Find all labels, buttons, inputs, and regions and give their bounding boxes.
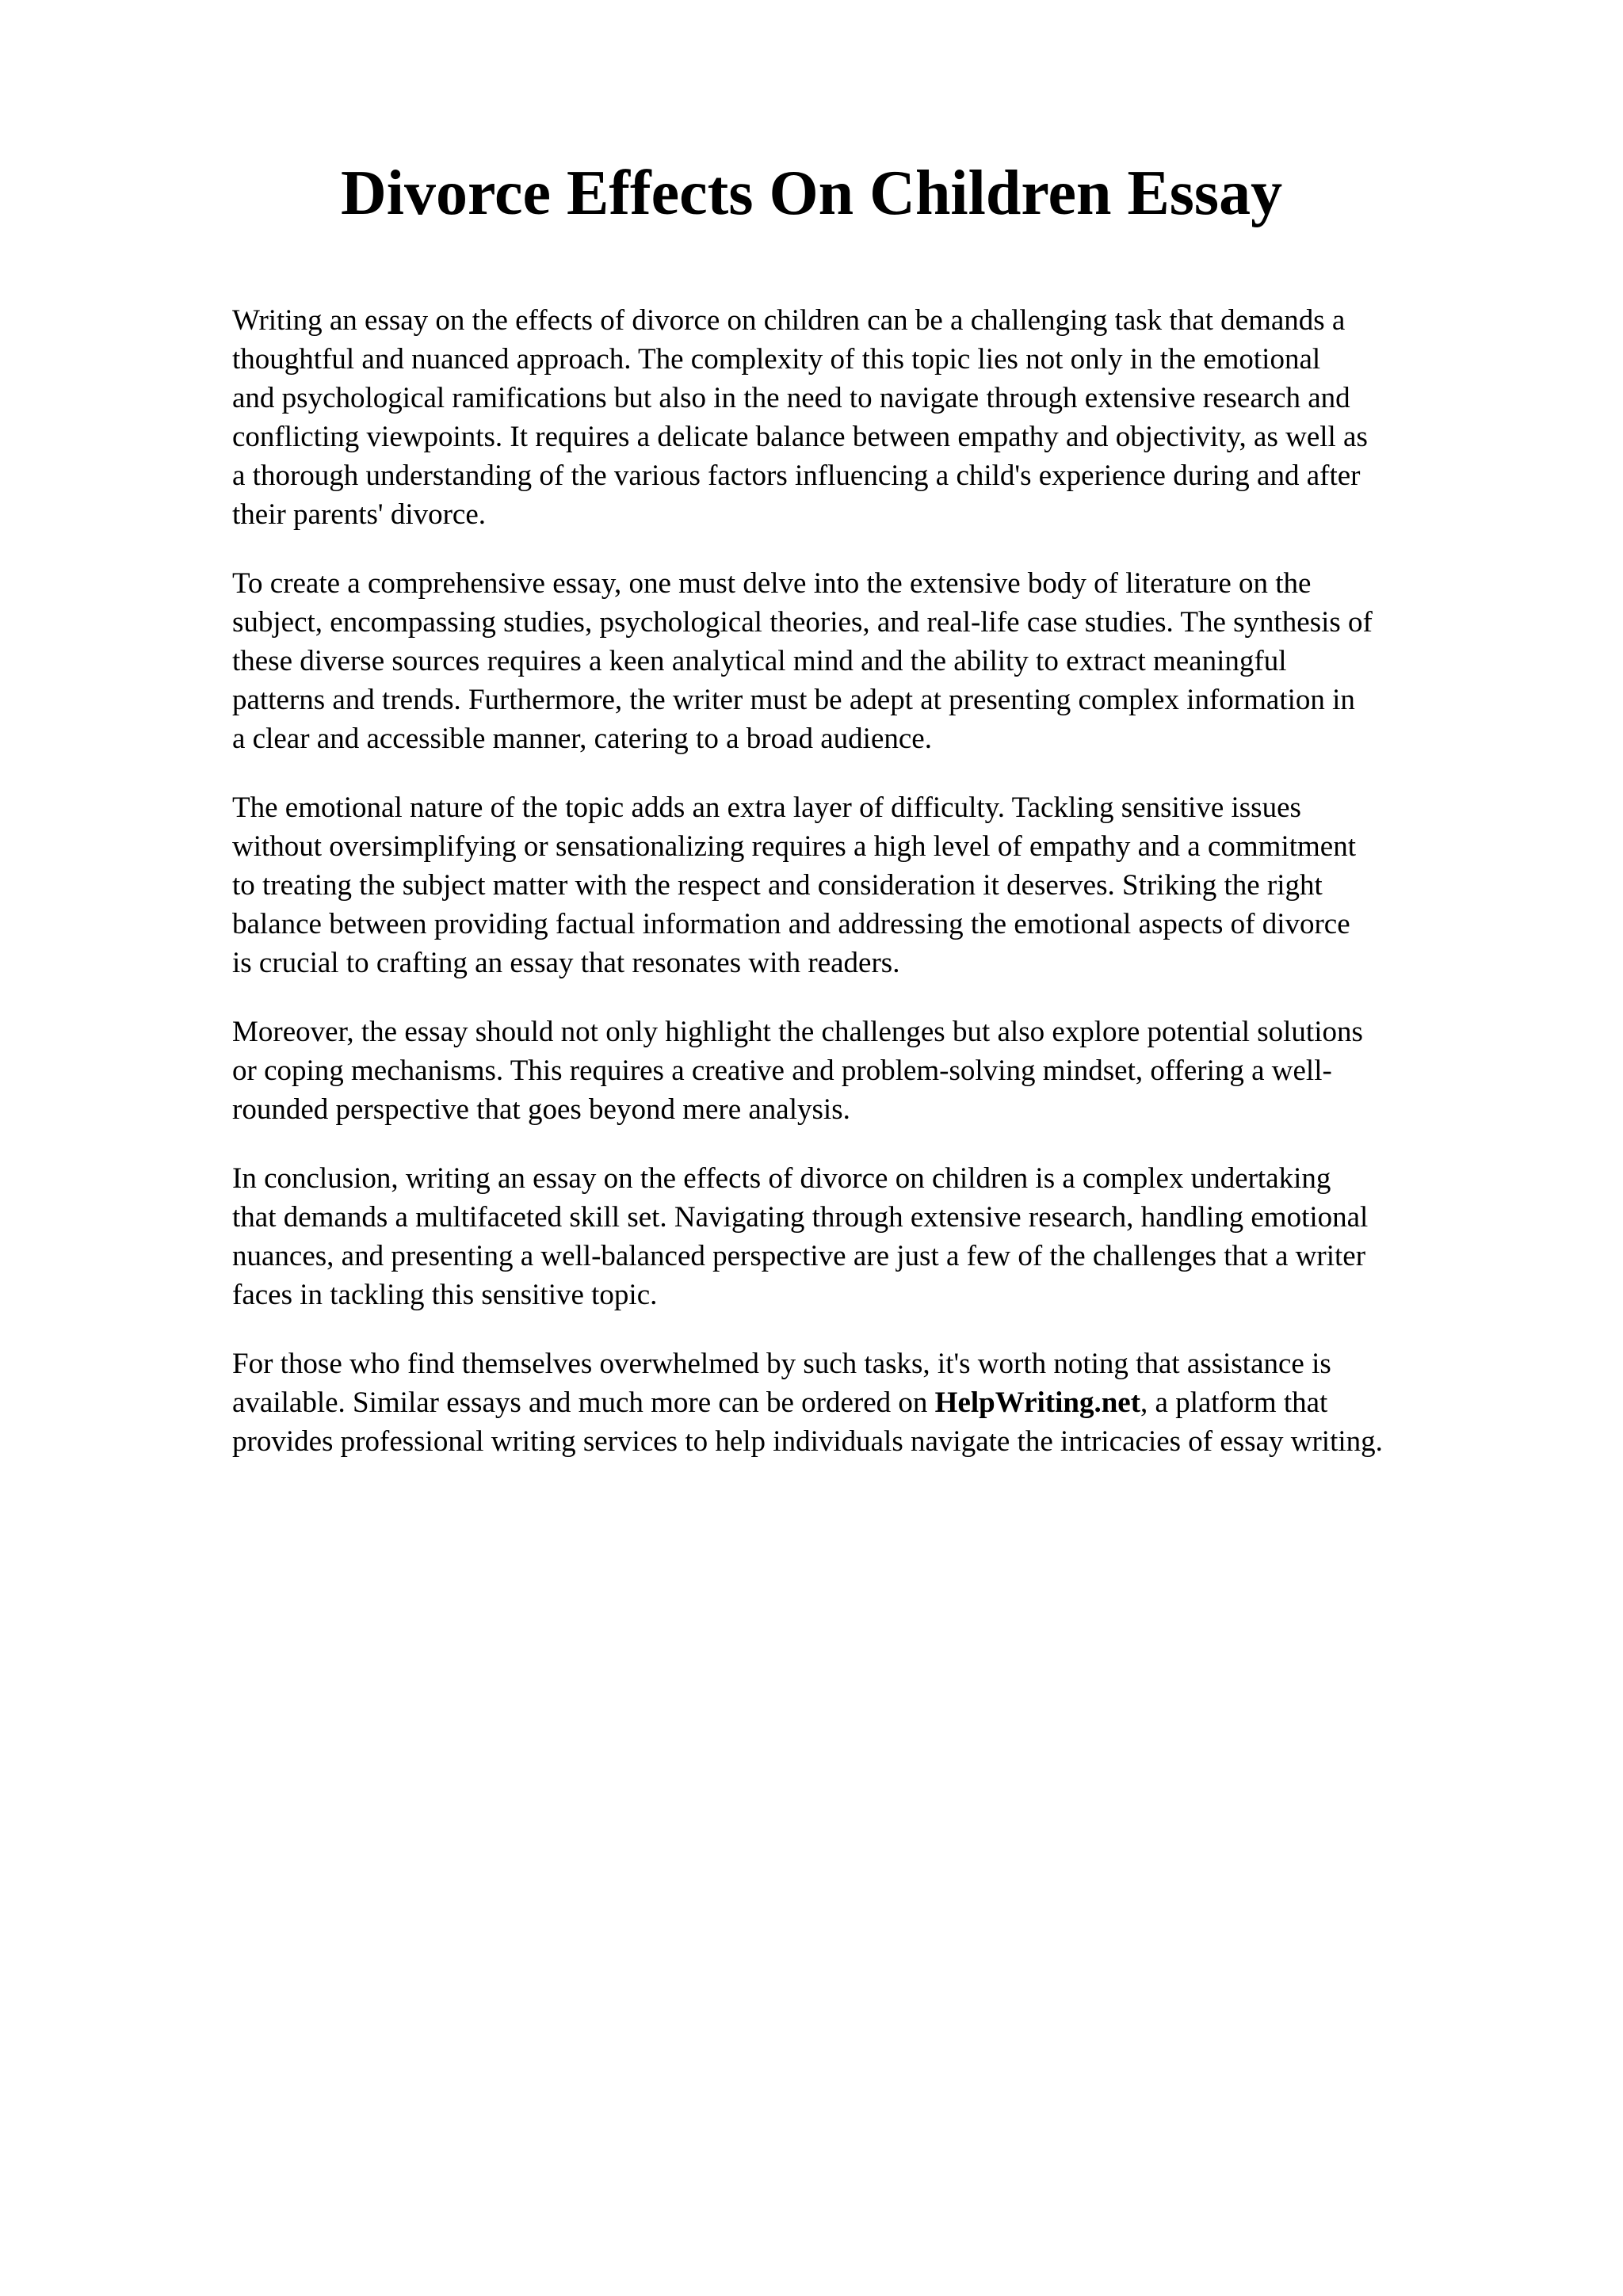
paragraph-line: these diverse sources requires a keen analytical mind and the ability to extract meaningful <box>232 645 1287 677</box>
closing-text-before: available. Similar essays and much more can be ordered on <box>232 1386 935 1419</box>
paragraph-line: The emotional nature of the topic adds an extra layer of difficulty. Tackling sensitive issues <box>232 791 1301 824</box>
paragraph-line: is crucial to crafting an essay that resonates with readers. <box>232 947 900 979</box>
paragraph-line: Writing an essay on the effects of divorce on children can be a challenging task that demands a <box>232 304 1346 337</box>
closing-text-after: , a platform that <box>1140 1386 1328 1419</box>
paragraph-line: subject, encompassing studies, psychological theories, and real-life case studies. The synthesis of <box>232 606 1373 639</box>
paragraph-line: nuances, and presenting a well-balanced perspective are just a few of the challenges that a writer <box>232 1240 1366 1272</box>
paragraph-line: provides professional writing services to help individuals navigate the intricacies of essay writing. <box>232 1425 1383 1458</box>
paragraph-line: Moreover, the essay should not only highlight the challenges but also explore potential solutions <box>232 1016 1363 1048</box>
paragraph-line: thoughtful and nuanced approach. The complexity of this topic lies not only in the emotional <box>232 343 1321 376</box>
paragraph-line: without oversimplifying or sensationalizing requires a high level of empathy and a commitment <box>232 830 1356 863</box>
paragraph-line: balance between providing factual information and addressing the emotional aspects of divorce <box>232 908 1350 940</box>
paragraph-line: rounded perspective that goes beyond mere analysis. <box>232 1093 850 1126</box>
paragraph-line: conflicting viewpoints. It requires a delicate balance between empathy and objectivity, as well as <box>232 421 1368 453</box>
paragraph-line: their parents' divorce. <box>232 498 487 531</box>
paragraph-line: to treating the subject matter with the respect and consideration it deserves. Striking the right <box>232 869 1323 902</box>
paragraph-line: To create a comprehensive essay, one must delve into the extensive body of literature on the <box>232 567 1312 600</box>
document-title: Divorce Effects On Children Essay <box>340 158 1283 228</box>
paragraph-line: or coping mechanisms. This requires a creative and problem-solving mindset, offering a well- <box>232 1055 1332 1087</box>
brand-link[interactable]: HelpWriting.net <box>934 1386 1141 1419</box>
paragraph-1 <box>232 301 1532 534</box>
paragraph-line: In conclusion, writing an essay on the effects of divorce on children is a complex undertaking <box>232 1162 1331 1195</box>
paragraph-5 <box>232 1159 1532 1314</box>
paragraph-line: that demands a multifaceted skill set. Navigating through extensive research, handling emotional <box>232 1201 1369 1234</box>
paragraph-line: and psychological ramifications but also in the need to navigate through extensive research and <box>232 382 1350 414</box>
document-body <box>232 301 1532 1491</box>
paragraph-line: faces in tackling this sensitive topic. <box>232 1279 658 1311</box>
paragraph-line-with-link <box>232 1383 1532 1422</box>
paragraph-line: For those who find themselves overwhelmed by such tasks, it's worth noting that assistance is <box>232 1348 1331 1380</box>
paragraph-line: patterns and trends. Furthermore, the writer must be adept at presenting complex information in <box>232 684 1355 716</box>
paragraph-3 <box>232 788 1532 982</box>
closing-paragraph <box>232 1344 1532 1461</box>
paragraph-4 <box>232 1013 1532 1129</box>
paragraph-line: a clear and accessible manner, catering to a broad audience. <box>232 723 932 755</box>
paragraph-line: a thorough understanding of the various factors influencing a child's experience during and after <box>232 460 1361 492</box>
paragraph-2 <box>232 564 1532 758</box>
